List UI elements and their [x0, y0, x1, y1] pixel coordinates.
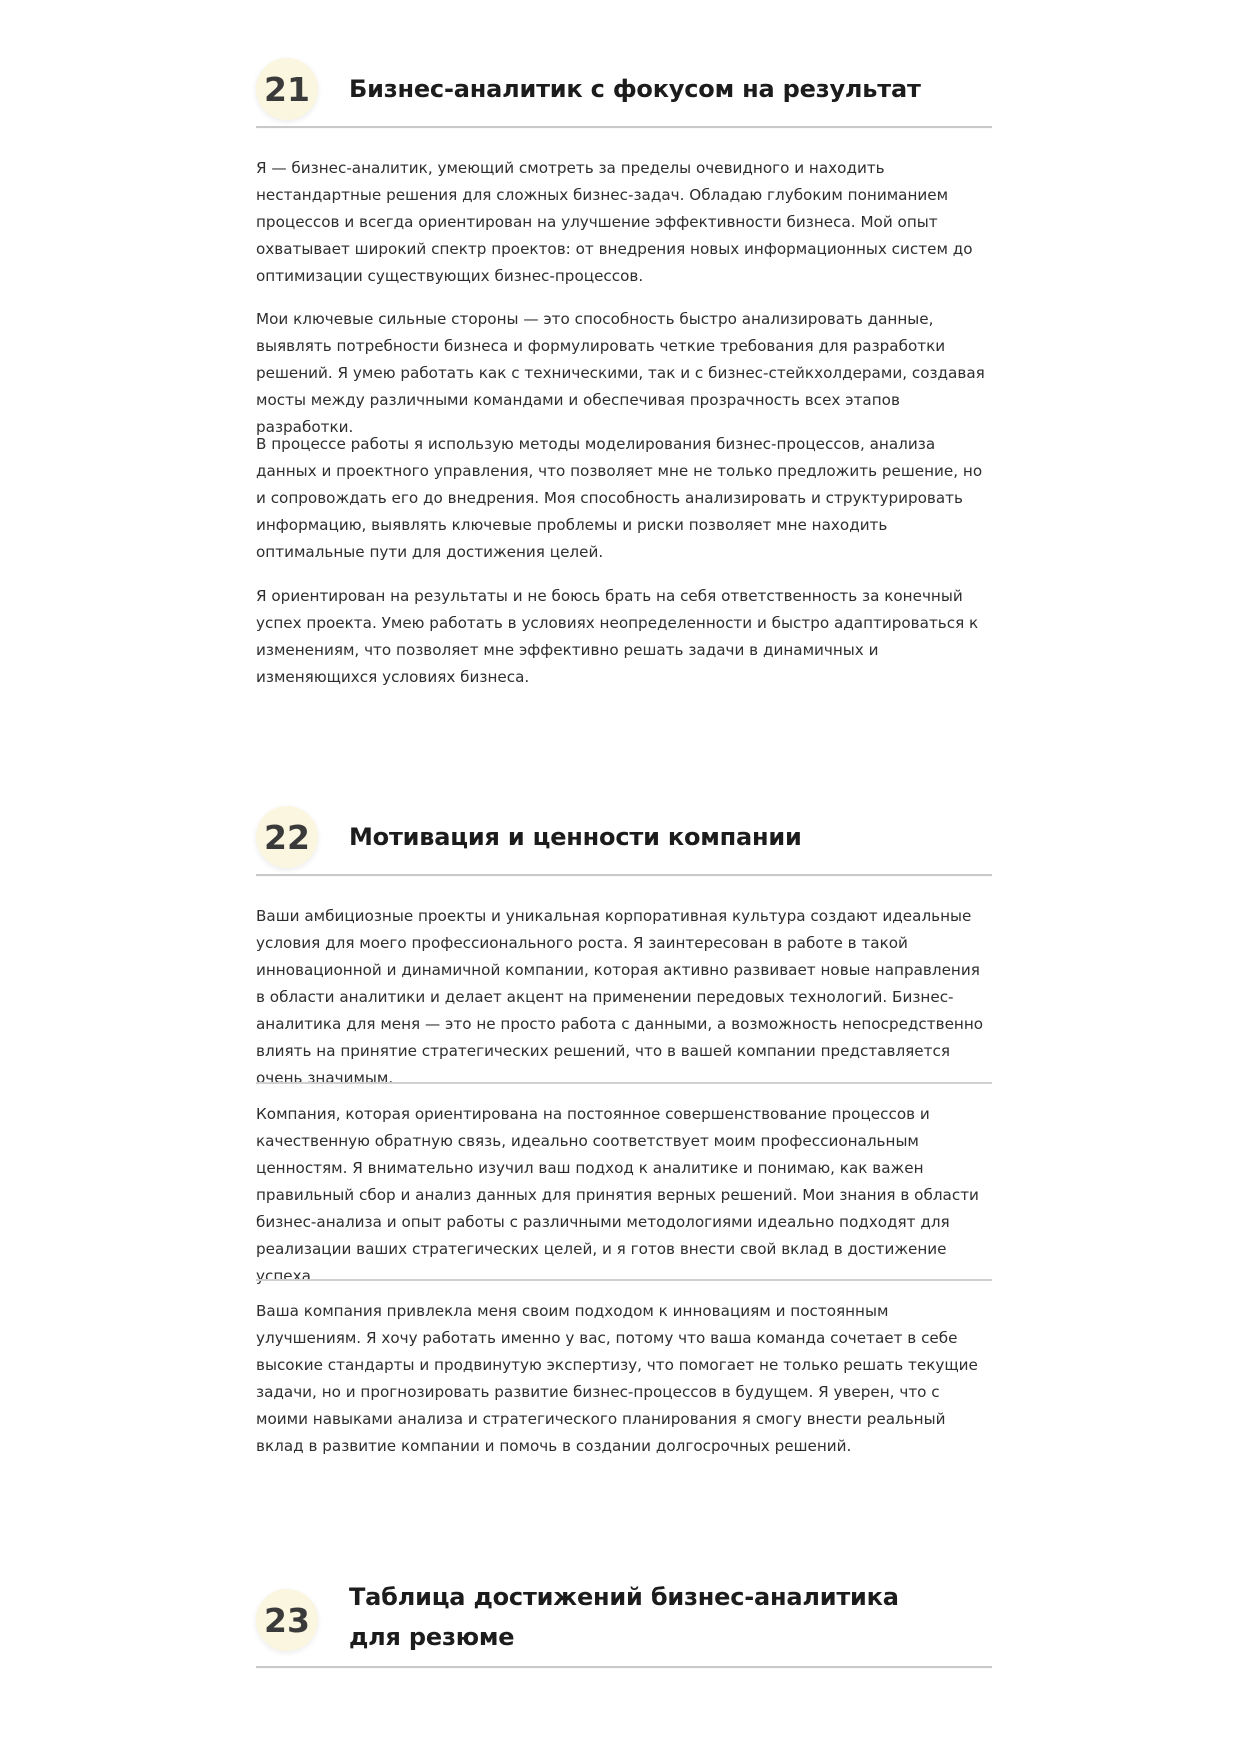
section-title: Мотивация и ценности компании: [349, 823, 802, 851]
paragraph: Компания, которая ориентирована на постоянное совершенствование процессов и качественную обратную связь, идеально соответствует моим профессиональным ценностям. Я внимательно изучил ваш подход к аналитике и понимаю, как важен правильный сбор и анализ данных для принятия верных решений. Мои знания в области бизнес-анализа и опыт работы с различными методологиями идеально подходят для реализации ваших стратегических целей, и я готов внести свой вклад в достижение успеха.: [256, 1105, 979, 1285]
section-number-badge: 22: [256, 806, 318, 868]
paragraph: Я ориентирован на результаты и не боюсь брать на себя ответственность за конечный успех проекта. Умею работать в условиях неопределенности и быстро адаптироваться к изменениям, что позволяет мне эффективно решать задачи в динамичных и изменяющихся условиях бизнеса.: [256, 587, 979, 686]
paragraph: Мои ключевые сильные стороны — это способность быстро анализировать данные, выявлять потребности бизнеса и формулировать четкие требования для разработки решений. Я умею работать как с техническими, так и с бизнес-стейкхолдерами, создавая мосты между различными командами и обеспечивая прозрачность всех этапов разработки.: [256, 310, 985, 436]
section-title: Бизнес-аналитик с фокусом на результат: [349, 75, 921, 103]
paragraph-divider: [256, 1279, 992, 1281]
section-number-badge: 21: [256, 58, 318, 120]
section-23-header: [256, 1574, 992, 1668]
section-number-badge: 23: [256, 1589, 318, 1651]
paragraph: В процессе работы я использую методы моделирования бизнес-процессов, анализа данных и проектного управления, что позволяет мне не только предложить решение, но и сопровождать его до внедрения. Моя способность анализировать и структурировать информацию, выявлять ключевые проблемы и риски позволяет мне находить оптимальные пути для достижения целей.: [256, 435, 983, 561]
section-title: Таблица достижений бизнес-аналитика для резюме: [349, 1583, 899, 1651]
paragraph: Я — бизнес-аналитик, умеющий смотреть за пределы очевидного и находить нестандартные решения для сложных бизнес-задач. Обладаю глубоким пониманием процессов и всегда ориентирован на улучшение эффективности бизнеса. Мой опыт охватывает широкий спектр проектов: от внедрения новых информационных систем до оптимизации существующих бизнес-процессов.: [256, 159, 973, 285]
section-22-header: [256, 800, 992, 876]
paragraph: Ваши амбициозные проекты и уникальная корпоративная культура создают идеальные условия для моего профессионального роста. Я заинтересован в работе в такой инновационной и динамичной компании, которая активно развивает новые направления в области аналитики и делает акцент на применении передовых технологий. Бизнес-аналитика для меня — это не просто работа с данными, а возможность непосредственно влиять на принятие стратегических решений, что в вашей компании представляется очень значимым.: [256, 907, 984, 1087]
paragraph: Ваша компания привлекла меня своим подходом к инновациям и постоянным улучшениям. Я хочу работать именно у вас, потому что ваша команда сочетает в себе высокие стандарты и продвинутую экспертизу, что помогает не только решать текущие задачи, но и прогнозировать развитие бизнес-процессов в будущем. Я уверен, что с моими навыками анализа и стратегического планирования я смогу внести реальный вклад в развитие компании и помочь в создании долгосрочных решений.: [256, 1302, 978, 1455]
section-21-header: [256, 52, 992, 128]
paragraph-divider: [256, 1082, 992, 1084]
